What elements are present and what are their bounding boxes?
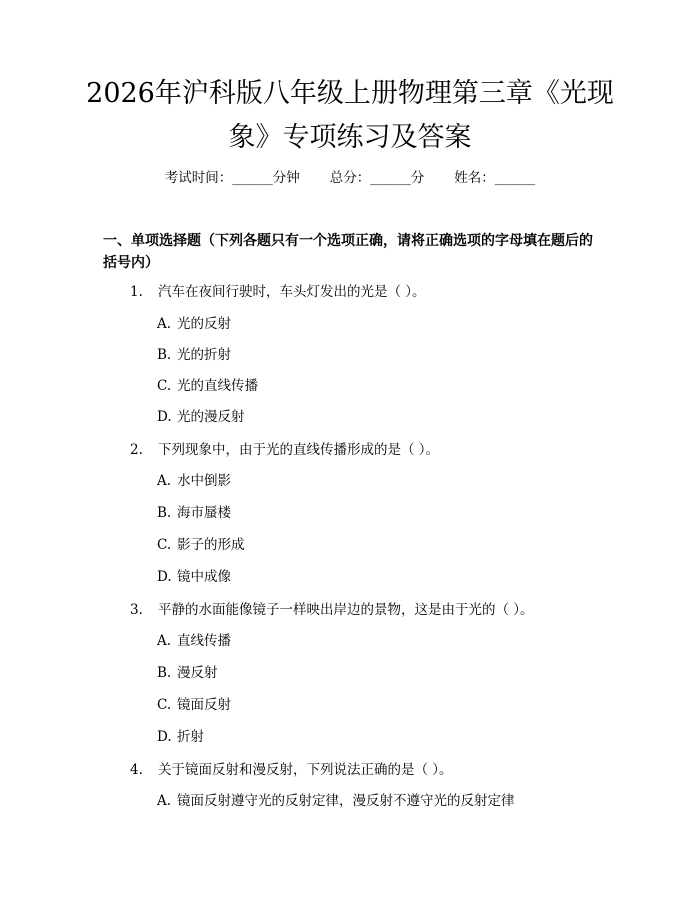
question-number: 2. xyxy=(130,442,143,458)
question-number: 4. xyxy=(130,762,143,778)
total-score-field: 总分：______分 xyxy=(329,170,425,186)
option-text: 镜面反射遵守光的反射定律，漫反射不遵守光的反射定律 xyxy=(177,793,515,809)
option-text: 漫反射 xyxy=(177,665,218,681)
exam-time-field: 考试时间：______分钟 xyxy=(164,170,300,186)
option-text: 直线传播 xyxy=(177,633,231,649)
option-text: 水中倒影 xyxy=(177,473,231,489)
question-1-option-c xyxy=(157,376,258,396)
student-name-field: 姓名：______ xyxy=(454,170,536,186)
question-1-option-b xyxy=(157,345,231,365)
question-4-option-a xyxy=(157,791,515,811)
title-line-1: 2026年沪科版八年级上册物理第三章《光现 xyxy=(86,78,614,109)
question-2-option-d xyxy=(157,567,231,587)
question-3 xyxy=(130,600,534,620)
question-2-option-a xyxy=(157,471,231,491)
question-3-option-a xyxy=(157,631,231,651)
question-2 xyxy=(130,440,439,460)
option-letter: B. xyxy=(157,505,172,521)
page-title xyxy=(0,72,700,160)
option-letter: C. xyxy=(157,537,172,553)
option-letter: A. xyxy=(157,316,172,332)
question-text: 汽车在夜间行驶时，车头灯发出的光是（ ）。 xyxy=(158,284,426,300)
option-letter: A. xyxy=(157,473,172,489)
question-number: 3. xyxy=(130,602,143,618)
option-letter: C. xyxy=(157,378,172,394)
question-3-option-c xyxy=(157,695,231,715)
option-letter: B. xyxy=(157,347,172,363)
question-text: 关于镜面反射和漫反射，下列说法正确的是（ ）。 xyxy=(158,762,453,778)
section-heading: 一、单项选择题（下列各题只有一个选项正确，请将正确选项的字母填在题后的括号内） xyxy=(103,233,593,271)
question-1-option-d xyxy=(157,407,245,427)
option-letter: C. xyxy=(157,697,172,713)
question-3-option-d xyxy=(157,727,204,747)
question-4 xyxy=(130,760,453,780)
option-text: 光的漫反射 xyxy=(177,409,245,425)
question-number: 1. xyxy=(130,284,143,300)
question-3-option-b xyxy=(157,663,218,683)
option-text: 光的折射 xyxy=(177,347,231,363)
option-text: 影子的形成 xyxy=(177,537,245,553)
option-text: 海市蜃楼 xyxy=(177,505,231,521)
option-text: 光的直线传播 xyxy=(177,378,258,394)
question-2-option-c xyxy=(157,535,245,555)
option-letter: A. xyxy=(157,793,172,809)
question-1-option-a xyxy=(157,314,231,334)
option-text: 光的反射 xyxy=(177,316,231,332)
option-letter: A. xyxy=(157,633,172,649)
question-text: 下列现象中，由于光的直线传播形成的是（ ）。 xyxy=(158,442,440,458)
question-text: 平静的水面能像镜子一样映出岸边的景物，这是由于光的（ ）。 xyxy=(158,602,534,618)
question-1 xyxy=(130,282,426,302)
option-text: 折射 xyxy=(177,729,204,745)
option-text: 镜中成像 xyxy=(177,569,231,585)
exam-meta xyxy=(0,168,700,188)
option-letter: D. xyxy=(157,409,172,425)
title-line-2: 象》专项练习及答案 xyxy=(228,122,472,153)
option-letter: D. xyxy=(157,729,172,745)
option-letter: D. xyxy=(157,569,172,585)
option-text: 镜面反射 xyxy=(177,697,231,713)
option-letter: B. xyxy=(157,665,172,681)
question-2-option-b xyxy=(157,503,231,523)
